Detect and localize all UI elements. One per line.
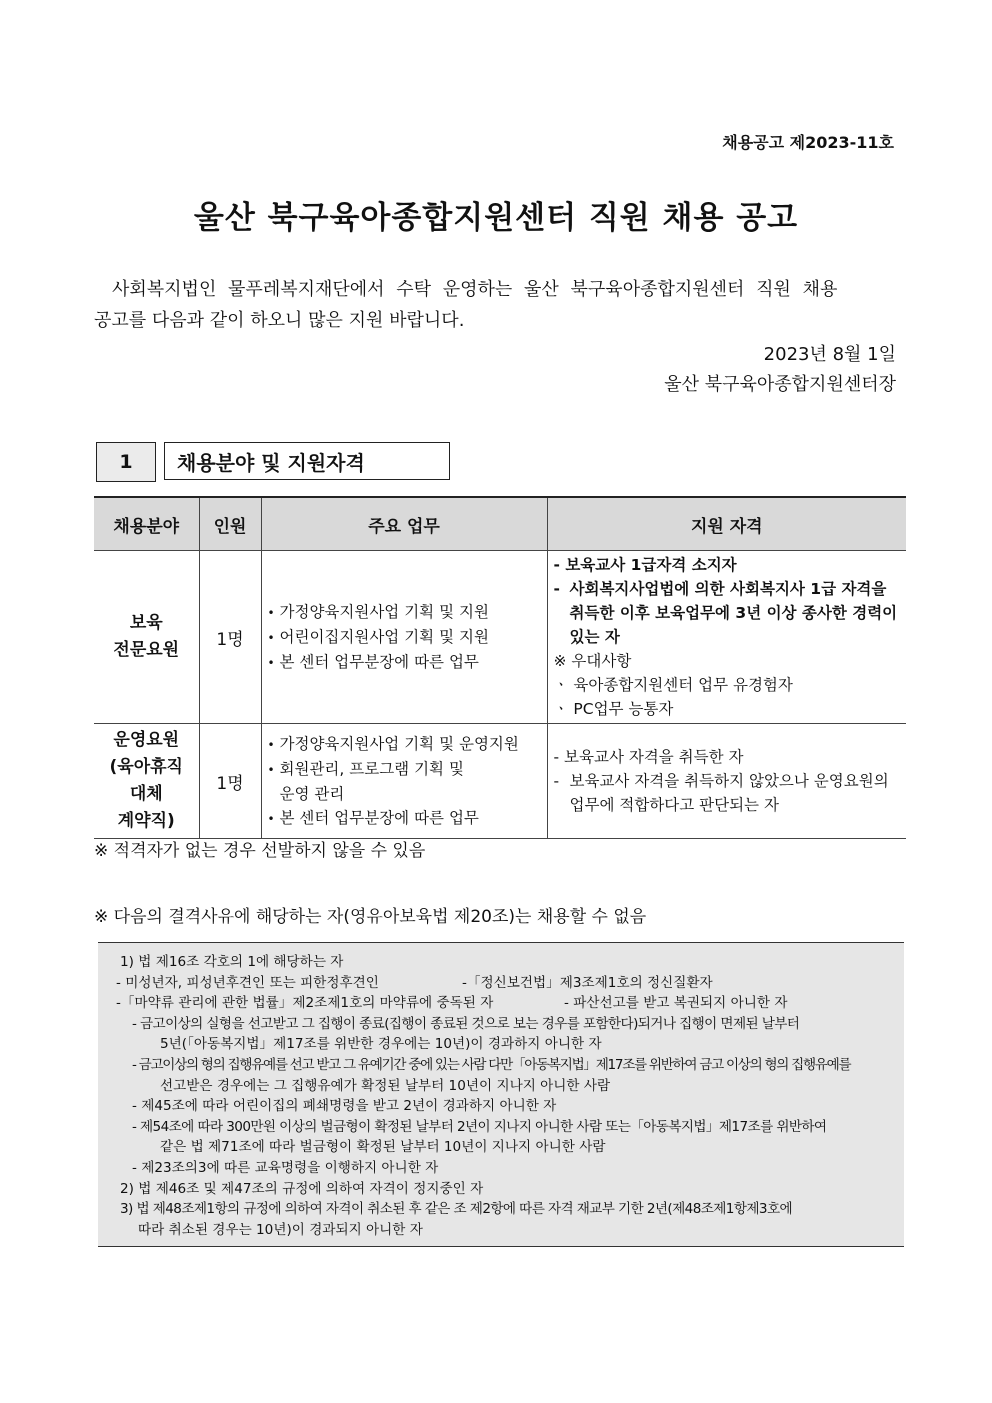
duty-item: • 어린이집지원사업 기획 및 지원: [268, 625, 546, 650]
field-name: 운영요원: [113, 730, 180, 750]
qualification-item: [554, 769, 903, 817]
disq-subitem: - 제45조에 따라 어린이집의 폐쇄명령을 받고 2년이 경과하지 아니한 자: [132, 1098, 557, 1115]
disq-item: 1) 법 제16조 각호의 1에 해당하는 자: [120, 954, 344, 970]
field-name: 전문요원: [113, 640, 180, 660]
duty-item: • 가정양육지원사업 기획 및 지원: [268, 600, 546, 625]
table-row: [94, 724, 906, 839]
duties-cell: [261, 724, 547, 839]
disq-subitem-cont: 선고받은 경우에는 그 집행유예가 확정된 날부터 10년이 지나지 아니한 사람: [160, 1077, 611, 1094]
recruitment-table: [94, 496, 906, 839]
preference-item: ㆍ PC업무 능통자: [553, 700, 674, 718]
headcount: 1명: [199, 724, 261, 839]
qualification-text: 사회복지사업법에 의한 사회복지사 1급 자격을 취득한 이후 보육업무에 3년 이상 종사한 경력이 있는 자: [569, 580, 898, 646]
header-field: 채용분야: [94, 497, 199, 551]
qualification-item: [554, 577, 903, 649]
field-name: 대체: [129, 784, 163, 804]
qualification-item: - 보육교사 1급자격 소지자: [553, 556, 737, 574]
field-cell: [94, 724, 199, 839]
dash-marker: -: [553, 580, 560, 598]
qualification-text: 보육교사 자격을 취득하지 않았으나 운영요원의 업무에 적합하다고 판단되는 자: [569, 772, 889, 814]
qualification-item: - 보육교사 자격을 취득한 자: [553, 748, 744, 766]
disq-subitem-b: - 파산선고를 받고 복권되지 아니한 자: [564, 995, 788, 1012]
headcount: 1명: [199, 551, 261, 724]
qualifications-cell: [547, 724, 906, 839]
disq-subitem-cont: 같은 법 제71조에 따라 벌금형이 확정된 날부터 10년이 지나지 아니한 사람: [160, 1139, 606, 1156]
table-row: [94, 551, 906, 724]
field-name: 계약직): [117, 811, 175, 831]
note-no-candidate: ※ 적격자가 없는 경우 선발하지 않을 수 있음: [94, 841, 426, 861]
disq-subitem: - 금고이상의 형의 집행유예를 선고 받고 그 유예기간 중에 있는 사람 다만「아동복지법」제17조를 위반하여 금고 이상의 형의 집행유예를: [132, 1056, 851, 1073]
issuer: 울산 북구육아종합지원센터장: [664, 374, 896, 395]
page-title: 울산 북구육아종합지원센터 직원 채용 공고: [193, 200, 799, 236]
table-header-row: [94, 497, 906, 551]
section-title: 채용분야 및 지원자격: [164, 442, 450, 480]
disq-subitem-a: -「마약류 관리에 관한 법률」제2조제1호의 마약류에 중독된 자: [116, 995, 494, 1012]
intro-line-1: 사회복지법인 물푸레복지재단에서 수탁 운영하는 울산 북구육아종합지원센터 직원 채용: [112, 279, 838, 300]
disq-item-cont: 따라 취소된 경우는 10년)이 경과되지 아니한 자: [138, 1221, 423, 1238]
qualifications-cell: [547, 551, 906, 724]
disq-subitem-cont: 5년(「아동복지법」제17조를 위반한 경우에는 10년)이 경과하지 아니한 자: [160, 1036, 602, 1053]
disq-subitem: - 제54조에 따라 300만원 이상의 벌금형이 확정된 날부터 2년이 지나지 아니한 사람 또는「아동복지법」제17조를 위반하여: [132, 1118, 827, 1135]
notice-date: 2023년 8월 1일: [763, 344, 896, 365]
note-disqualification: ※ 다음의 결격사유에 해당하는 자(영유아보육법 제20조)는 채용할 수 없음: [94, 907, 647, 927]
notice-number: 채용공고 제2023-11호: [722, 133, 894, 152]
duty-item: • 본 센터 업무분장에 따른 업무: [268, 806, 546, 831]
field-name: 보육: [129, 613, 163, 633]
preference-item: ㆍ 육아종합지원센터 업무 유경험자: [553, 676, 793, 694]
disq-subitem: [116, 993, 892, 1014]
duty-text-cont: 운영 관리: [279, 784, 345, 803]
duty-item: • 가정양육지원사업 기획 및 운영지원: [268, 732, 546, 757]
header-duties: 주요 업무: [261, 497, 547, 551]
disq-subitem-a: - 미성년자, 피성년후견인 또는 피한정후견인: [116, 974, 379, 991]
disq-item: 3) 법 제48조제1항의 규정에 의하여 자격이 취소된 후 같은 조 제2항에 따른 자격 재교부 기한 2년(제48조제1항제3호에: [120, 1201, 793, 1218]
disq-subitem: - 금고이상의 실형을 선고받고 그 집행이 종료(집행이 종료된 것으로 보는 경우를 포함한다)되거나 집행이 면제된 날부터: [132, 1015, 800, 1032]
intro-paragraph: [94, 274, 900, 336]
duty-item: • 본 센터 업무분장에 따른 업무: [268, 650, 546, 675]
duty-item: [268, 757, 546, 806]
disq-subitem: [116, 973, 892, 994]
dash-marker: -: [553, 772, 560, 790]
disq-subitem-b: -「정신보건법」제3조제1호의 정신질환자: [462, 974, 713, 991]
disq-item: 2) 법 제46조 및 제47조의 규정에 의하여 자격이 정지중인 자: [120, 1180, 484, 1197]
field-cell: [94, 551, 199, 724]
header-qualifications: 지원 자격: [547, 497, 906, 551]
disq-subitem: - 제23조의3에 따른 교육명령을 이행하지 아니한 자: [132, 1159, 439, 1176]
preference-heading: ※ 우대사항: [553, 652, 632, 670]
duty-text: 회원관리, 프로그램 기획 및: [279, 759, 464, 778]
duties-cell: [261, 551, 547, 724]
section-number: 1: [96, 442, 156, 482]
intro-line-2: 공고를 다음과 같이 하오니 많은 지원 바랍니다.: [94, 310, 465, 331]
header-count: 인원: [199, 497, 261, 551]
disqualification-box: [98, 942, 904, 1247]
field-name: (육아휴직: [109, 757, 183, 777]
